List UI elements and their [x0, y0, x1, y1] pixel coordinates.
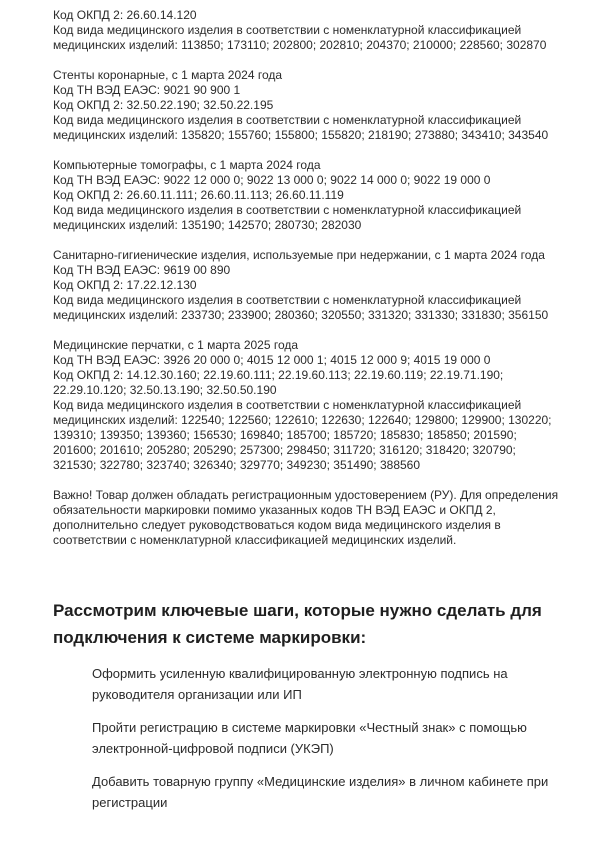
section-heading [53, 597, 573, 651]
text-line: Код ТН ВЭД ЕАЭС: 3926 20 000 0; 4015 12 000 1; 4015 12 000 9; 4015 19 000 0 [53, 353, 491, 367]
text-line: медицинских изделий: 113850; 173110; 202800; 202810; 204370; 210000; 228560; 302870 [53, 38, 547, 52]
step-line: руководителя организации или ИП [92, 687, 302, 702]
step-line: Добавить товарную группу «Медицинские изделия» в личном кабинете при [92, 774, 549, 789]
block-title: Компьютерные томографы, с 1 марта 2024 года [53, 158, 321, 172]
text-line: Код вида медицинского изделия в соответствии с номенклатурной классификацией [53, 113, 522, 127]
step-line: Оформить усиленную квалифицированную электронную подпись на [92, 666, 508, 681]
text-line: Код ОКПД 2: 32.50.22.190; 32.50.22.195 [53, 98, 274, 112]
text-line: медицинских изделий: 135820; 155760; 155800; 155820; 218190; 273880; 343410; 343540 [53, 128, 549, 142]
text-line: медицинских изделий: 122540; 122560; 122610; 122630; 122640; 129800; 129900; 130220; [53, 413, 552, 427]
text-line: Код вида медицинского изделия в соответствии с номенклатурной классификацией [53, 398, 522, 412]
text-line: Код вида медицинского изделия в соответствии с номенклатурной классификацией [53, 203, 522, 217]
text-line: Код ТН ВЭД ЕАЭС: 9619 00 890 [53, 263, 231, 277]
step-line: Пройти регистрацию в системе маркировки «Честный знак» с помощью [92, 720, 527, 735]
list-item [92, 717, 572, 759]
text-line: 201600; 201610; 205280; 205290; 257300; 298450; 311720; 316120; 318420; 320790; [53, 443, 516, 457]
heading-line: подключения к системе маркировки: [53, 628, 367, 647]
ct-scanners-block [53, 158, 573, 233]
okpd-block-continued [53, 8, 573, 53]
important-notice [53, 488, 573, 548]
text-line: 321530; 322780; 323740; 326340; 329770; 349230; 351490; 388560 [53, 458, 421, 472]
text-line: Код вида медицинского изделия в соответствии с номенклатурной классификацией [53, 23, 522, 37]
list-item [92, 663, 572, 705]
text-line: 22.29.10.120; 32.50.13.190; 32.50.50.190 [53, 383, 277, 397]
heading-line: Рассмотрим ключевые шаги, которые нужно сделать для [53, 601, 542, 620]
block-title: Санитарно-гигиенические изделия, используемые при недержании, с 1 марта 2024 года [53, 248, 545, 262]
text-line: медицинских изделий: 135190; 142570; 280730; 282030 [53, 218, 362, 232]
text-line: Код ОКПД 2: 14.12.30.160; 22.19.60.111; 22.19.60.113; 22.19.60.119; 22.19.71.190; [53, 368, 504, 382]
incontinence-products-block [53, 248, 573, 323]
text-line: 139310; 139350; 139360; 156530; 169840; 185700; 185720; 185830; 185850; 201590; [53, 428, 517, 442]
step-line: электронной-цифровой подписи (УКЭП) [92, 741, 334, 756]
notice-line: дополнительно следует руководствоваться кодом вида медицинского изделия в [53, 518, 501, 532]
text-line: медицинских изделий: 233730; 233900; 280360; 320550; 331320; 331330; 331830; 356150 [53, 308, 549, 322]
text-line: Код ТН ВЭД ЕАЭС: 9021 90 900 1 [53, 83, 241, 97]
text-line: Код вида медицинского изделия в соответствии с номенклатурной классификацией [53, 293, 522, 307]
notice-line: Важно! Товар должен обладать регистрационным удостоверением (РУ). Для определения [53, 488, 559, 502]
notice-line: соответствии с номенклатурной классификацией медицинских изделий. [53, 533, 457, 547]
text-line: Код ОКПД 2: 26.60.11.111; 26.60.11.113; 26.60.11.119 [53, 188, 344, 202]
document-body [53, 8, 573, 548]
steps-list [92, 663, 572, 825]
medical-gloves-block [53, 338, 573, 473]
text-line: Код ТН ВЭД ЕАЭС: 9022 12 000 0; 9022 13 000 0; 9022 14 000 0; 9022 19 000 0 [53, 173, 491, 187]
notice-line: обязательности маркировки помимо указанных кодов ТН ВЭД ЕАЭС и ОКПД 2, [53, 503, 496, 517]
list-item [92, 771, 572, 813]
block-title: Медицинские перчатки, с 1 марта 2025 года [53, 338, 299, 352]
text-line: Код ОКПД 2: 17.22.12.130 [53, 278, 197, 292]
block-title: Стенты коронарные, с 1 марта 2024 года [53, 68, 283, 82]
coronary-stents-block [53, 68, 573, 143]
text-line: Код ОКПД 2: 26.60.14.120 [53, 8, 197, 22]
step-line: регистрации [92, 795, 168, 810]
